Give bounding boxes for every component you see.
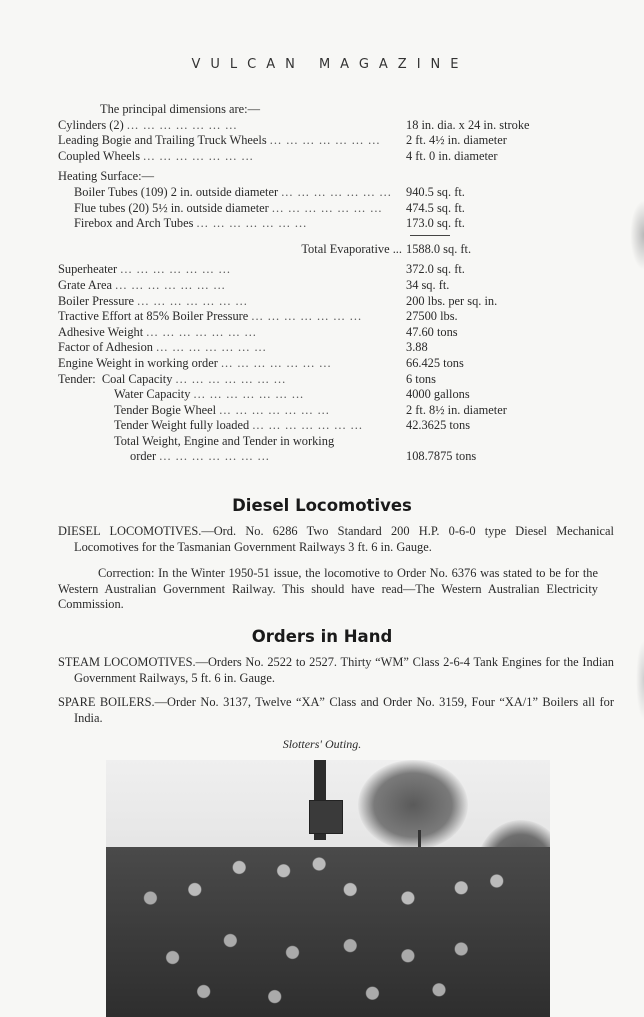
spec-row (58, 372, 588, 388)
photo-group-of-men (106, 847, 550, 1017)
spec-label: Leading Bogie and Trailing Truck Wheels ... ... ... ... ... ... ... (58, 133, 381, 148)
spare-boilers-paragraph: SPARE BOILERS.—Order No. 3137, Twelve “XA” Class and Order No. 3159, Four “XA/1” Boilers all for India. (58, 695, 614, 725)
spec-label: Total Weight, Engine and Tender in working (114, 433, 335, 448)
spec-row (58, 434, 588, 450)
spec-row (58, 403, 588, 419)
spec-value: 47.60 tons (406, 324, 458, 339)
spec-label: Engine Weight in working order ... ... ... ... ... ... ... (58, 355, 332, 370)
page-edge-shadow (636, 640, 644, 720)
spec-value: 2 ft. 4½ in. diameter (406, 133, 507, 148)
spec-value: 34 sq. ft. (406, 277, 450, 292)
spec-row (58, 418, 588, 434)
spec-label: Boiler Pressure ... ... ... ... ... ... ... (58, 293, 248, 308)
spec-label: Boiler Tubes (109) 2 in. outside diameter ... ... ... ... ... ... ... (74, 184, 392, 199)
spec-row (58, 387, 588, 403)
spec-value: 42.3625 tons (406, 418, 471, 433)
heating-surface-heading: Heating Surface:— (58, 169, 154, 184)
spec-label: Total Evaporative ... (301, 241, 402, 256)
spec-label: Coupled Wheels ... ... ... ... ... ... ... (58, 148, 254, 163)
page-edge-shadow (630, 200, 644, 270)
total-evaporative-row (58, 242, 588, 258)
correction-paragraph: Correction: In the Winter 1950-51 issue, the locomotive to Order No. 6376 was stated to be for the Western Australian Government Railway. This should have read—The Western Australian Electricity Commission. (58, 566, 598, 612)
spec-label: Tender Weight fully loaded ... ... ... ... ... ... ... (114, 418, 363, 433)
spec-value: 66.425 tons (406, 355, 464, 370)
spec-row (58, 216, 588, 232)
spec-value: 6 tons (406, 371, 436, 386)
spec-row (58, 201, 588, 217)
section-heading-diesel: Diesel Locomotives (232, 496, 412, 515)
spec-label: order ... ... ... ... ... ... ... (130, 449, 270, 464)
spec-row (58, 133, 588, 149)
spec-value: 173.0 sq. ft. (406, 216, 465, 231)
spec-row (58, 325, 588, 341)
spec-label: Factor of Adhesion ... ... ... ... ... ... ... (58, 340, 267, 355)
spec-label: Grate Area ... ... ... ... ... ... ... (58, 277, 226, 292)
magazine-masthead: VULCAN MAGAZINE (191, 57, 469, 72)
spec-value: 27500 lbs. (406, 309, 458, 324)
spec-label: Tender: Coal Capacity ... ... ... ... ... ... ... (58, 371, 287, 386)
spec-label: Cylinders (2) ... ... ... ... ... ... ... (58, 117, 238, 132)
spec-value: 474.5 sq. ft. (406, 200, 465, 215)
spec-row (58, 118, 588, 134)
spec-label: Superheater ... ... ... ... ... ... ... (58, 262, 231, 277)
spec-value: 108.7875 tons (406, 449, 477, 464)
spec-row (58, 294, 588, 310)
spec-label: Adhesive Weight ... ... ... ... ... ... ... (58, 324, 257, 339)
sum-rule (410, 235, 450, 236)
spec-value: 4000 gallons (406, 387, 470, 402)
spec-value: 4 ft. 0 in. diameter (406, 148, 498, 163)
spec-label: Flue tubes (20) 5½ in. outside diameter ... ... ... ... ... ... ... (74, 200, 383, 215)
spec-row (58, 149, 588, 165)
spec-row (58, 340, 588, 356)
photo-sign (309, 800, 343, 834)
spec-label: Firebox and Arch Tubes ... ... ... ... ... ... ... (74, 216, 308, 231)
spec-label: Water Capacity ... ... ... ... ... ... ... (114, 387, 305, 402)
spec-row (58, 449, 588, 465)
dimensions-table (58, 102, 588, 465)
spec-row (58, 356, 588, 372)
spec-value: 372.0 sq. ft. (406, 262, 465, 277)
spec-value: 940.5 sq. ft. (406, 184, 465, 199)
photo-caption: Slotters' Outing. (282, 737, 362, 751)
spec-row (58, 278, 588, 294)
spec-row (58, 262, 588, 278)
spec-value: 1588.0 sq. ft. (406, 241, 472, 256)
spec-value: 3.88 (406, 340, 428, 355)
spec-row (58, 185, 588, 201)
steam-locomotives-paragraph: STEAM LOCOMOTIVES.—Orders No. 2522 to 2527. Thirty “WM” Class 2-6-4 Tank Engines for the Indian Government Railways, 5 ft. 6 in. Gauge. (58, 655, 614, 685)
spec-value: 200 lbs. per sq. in. (406, 293, 498, 308)
diesel-order-paragraph: DIESEL LOCOMOTIVES.—Ord. No. 6286 Two Standard 200 H.P. 0-6-0 type Diesel Mechanical Locomotives for the Tasmanian Government Railways 3 ft. 6 in. Gauge. (58, 524, 614, 554)
group-photo (106, 760, 550, 1017)
section-heading-orders: Orders in Hand (251, 627, 393, 646)
spec-row (58, 309, 588, 325)
spec-value: 2 ft. 8½ in. diameter (406, 402, 507, 417)
photo-tree (358, 760, 468, 850)
spec-value: 18 in. dia. x 24 in. stroke (406, 117, 530, 132)
spec-label: Tractive Effort at 85% Boiler Pressure ... ... ... ... ... ... ... (58, 309, 363, 324)
dimensions-intro: The principal dimensions are:— (100, 102, 261, 116)
spec-label: Tender Bogie Wheel ... ... ... ... ... ... ... (114, 402, 330, 417)
